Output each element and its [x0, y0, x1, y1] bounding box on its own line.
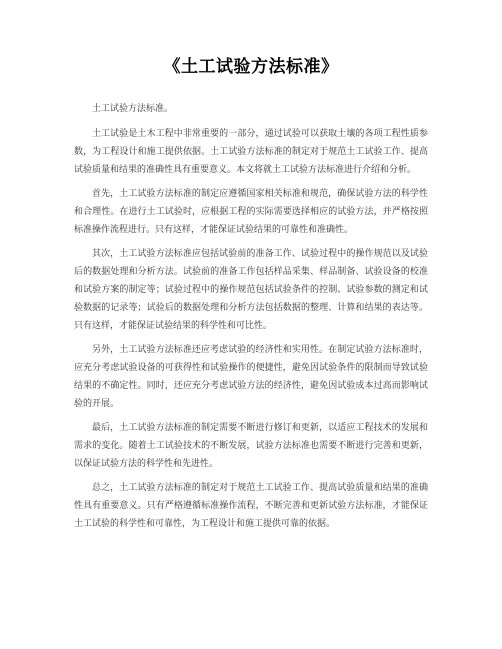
paragraph-second-point: 其次，土工试验方法标准应包括试验前的准备工作、试验过程中的操作规范以及试验后的数据处理和分析方法。试验前的准备工作包括样品采集、样品制备、试验设备的校准和试验方案的制定等；试验过程中的操作规范包括试验条件的控制、试验参数的测定和试验数据的记录等；试验后的数据处理和分析方法包括数据的整理、计算和结果的表达等。只有这样，才能保证试验结果的科学性和可比性。: [74, 249, 428, 331]
paragraph-overview: 土工试验是土木工程中非常重要的一部分，通过试验可以获取土壤的各项工程性质参数，为工程设计和施工提供依据。土工试验方法标准的制定对于规范土工试验工作、提高试验质量和结果的准确性具有重要意义。本文将就土工试验方法标准进行介绍和分析。: [74, 129, 428, 175]
paragraph-intro: 土工试验方法标准。: [92, 104, 174, 114]
paragraph-fourth-point: 最后，土工试验方法标准的制定需要不断进行修订和更新，以适应工程技术的发展和需求的变化。随着土工试验技术的不断发展，试验方法标准也需要不断进行完善和更新，以保证试验方法的科学性和先进性。: [74, 423, 428, 469]
paragraph-conclusion: 总之，土工试验方法标准的制定对于规范土工试验工作、提高试验质量和结果的准确性具有重要意义。只有严格遵循标准操作流程，不断完善和更新试验方法标准，才能保证土工试验的科学性和可靠性，为工程设计和施工提供可靠的依据。: [74, 483, 428, 529]
paragraph-third-point: 另外，土工试验方法标准还应考虑试验的经济性和实用性。在制定试验方法标准时，应充分考虑试验设备的可获得性和试验操作的便捷性，避免因试验条件的限制而导致试验结果的不确定性。同时，还应充分考虑试验方法的经济性，避免因试验成本过高而影响试验的开展。: [74, 345, 428, 409]
document-title: 《土工试验方法标准》: [163, 57, 339, 77]
paragraph-first-point: 首先，土工试验方法标准的制定应遵循国家相关标准和规范，确保试验方法的科学性和合理性。在进行土工试验时，应根据工程的实际需要选择相应的试验方法，并严格按照标准操作流程进行。只有这样，才能保证试验结果的可靠性和准确性。: [74, 189, 428, 235]
